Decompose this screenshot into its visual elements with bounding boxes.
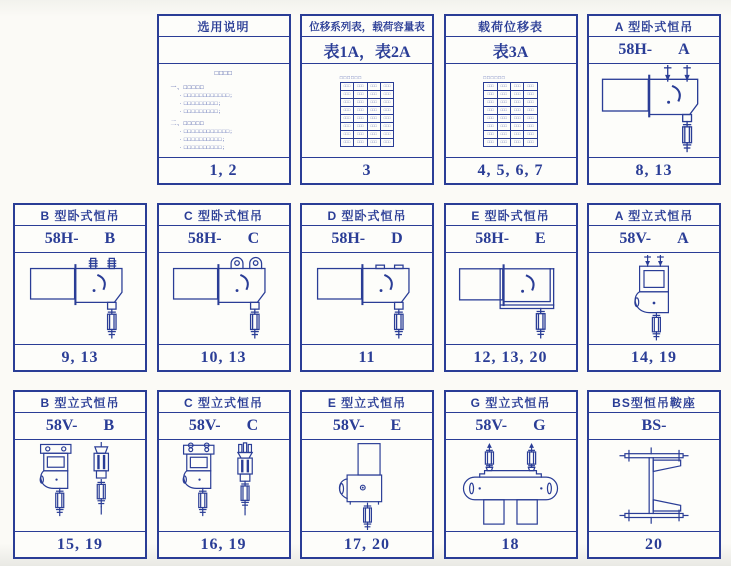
mini-table-1a-2a bbox=[340, 75, 394, 147]
code-suffix: E bbox=[390, 417, 402, 434]
mini-table-cell: □□□ bbox=[524, 90, 537, 98]
panel-pages: 9, 13 bbox=[15, 344, 145, 370]
mini-table-cell: □□□ bbox=[511, 82, 524, 90]
panel-title: A 型卧式恒吊 bbox=[589, 16, 719, 37]
mini-table-cell: □□□ bbox=[367, 82, 380, 90]
code-prefix: 58H- bbox=[331, 230, 366, 247]
mini-table-cell: □□□ bbox=[354, 106, 367, 114]
note-line: · □□□□□□□□□□； bbox=[179, 144, 229, 151]
mini-table-cell: □□□ bbox=[497, 82, 510, 90]
panel-title: A 型立式恒吊 bbox=[589, 205, 719, 226]
mini-table-cell: □□□ bbox=[380, 130, 393, 138]
mini-table-cell: □□□ bbox=[354, 122, 367, 130]
panel-58v-c bbox=[157, 390, 291, 559]
mini-table-cell: □□□ bbox=[354, 90, 367, 98]
mini-table-cell: □□□ bbox=[367, 114, 380, 122]
panel-pages: 12, 13, 20 bbox=[446, 344, 576, 370]
panel-displacement-capacity-tables bbox=[300, 14, 434, 185]
mini-table-cell: □□□ bbox=[511, 98, 524, 106]
panel-subtitle bbox=[446, 37, 576, 64]
panel-code bbox=[15, 226, 145, 253]
panel-code bbox=[159, 226, 289, 253]
panel-pages: 4, 5, 6, 7 bbox=[446, 157, 576, 183]
panel-content bbox=[589, 64, 719, 157]
panel-content bbox=[302, 440, 432, 531]
mini-table-caption: □□□□□□ bbox=[483, 74, 506, 80]
panel-pages: 11 bbox=[302, 344, 432, 370]
mini-table-cell: □□□ bbox=[524, 98, 537, 106]
code-suffix: C bbox=[247, 230, 260, 247]
mini-table-cell: □□□ bbox=[484, 82, 497, 90]
code-suffix: A bbox=[678, 41, 690, 58]
mini-table-cell: □□□ bbox=[497, 98, 510, 106]
panel-content bbox=[446, 64, 576, 157]
panel-58v-e bbox=[300, 390, 434, 559]
panel-title: C 型卧式恒吊 bbox=[159, 205, 289, 226]
panel-58h-d bbox=[300, 203, 434, 372]
panel-58h-c bbox=[157, 203, 291, 372]
panel-pages: 18 bbox=[446, 531, 576, 557]
mini-table-cell: □□□ bbox=[511, 114, 524, 122]
mini-table-cell: □□□ bbox=[484, 130, 497, 138]
panel-code bbox=[302, 226, 432, 253]
drawing-58h-a bbox=[599, 65, 710, 157]
panel-content bbox=[446, 440, 576, 531]
mini-table-cell: □□□ bbox=[380, 114, 393, 122]
panel-pages: 3 bbox=[302, 157, 432, 183]
panel-content bbox=[15, 440, 145, 531]
panel-bs-saddle bbox=[587, 390, 721, 559]
panel-58h-b bbox=[13, 203, 147, 372]
mini-table-cell: □□□ bbox=[340, 90, 353, 98]
panel-content bbox=[302, 64, 432, 157]
note-line: · □□□□□□□□□□； bbox=[179, 136, 229, 143]
mini-table-cell: □□□ bbox=[367, 90, 380, 98]
code-prefix: 58V- bbox=[475, 417, 508, 434]
panel-title: E 型卧式恒吊 bbox=[446, 205, 576, 226]
note-line: · □□□□□□□□□； bbox=[179, 100, 225, 107]
mini-table-cell: □□□ bbox=[367, 138, 380, 146]
drawing-58h-c bbox=[170, 255, 277, 343]
code-suffix: B bbox=[104, 230, 116, 247]
panel-code bbox=[589, 226, 719, 253]
panel-title: B 型立式恒吊 bbox=[15, 392, 145, 413]
panel-content bbox=[159, 253, 289, 344]
drawing-bs-saddle bbox=[612, 443, 696, 529]
panel-58v-a bbox=[587, 203, 721, 372]
mini-table-cell: □□□ bbox=[511, 90, 524, 98]
mini-table-cell: □□□ bbox=[380, 106, 393, 114]
mini-table-cell: □□□ bbox=[380, 90, 393, 98]
mini-table-cell: □□□ bbox=[497, 138, 510, 146]
code-prefix: 58H- bbox=[475, 230, 510, 247]
mini-table-cell: □□□ bbox=[484, 90, 497, 98]
panel-selection-notes bbox=[157, 14, 291, 185]
note-line: 一、□□□□□ bbox=[170, 84, 205, 91]
mini-table-cell: □□□ bbox=[524, 130, 537, 138]
panel-code bbox=[589, 37, 719, 64]
mini-table-cell: □□□ bbox=[367, 98, 380, 106]
mini-table-cell: □□□ bbox=[484, 138, 497, 146]
panel-subtitle bbox=[302, 37, 432, 64]
subtitle-text: 表1A，表2A bbox=[323, 43, 411, 61]
mini-table-caption: □□□□□□ bbox=[339, 74, 363, 80]
code-suffix: E bbox=[535, 230, 546, 247]
drawing-58v-c bbox=[174, 442, 273, 530]
mini-table-cell: □□□ bbox=[367, 130, 380, 138]
blank-area bbox=[13, 14, 147, 185]
panel-58h-a bbox=[587, 14, 721, 185]
panel-code bbox=[302, 413, 432, 440]
code-prefix: 58V- bbox=[332, 417, 365, 434]
panel-title: BS型恒吊鞍座 bbox=[589, 392, 719, 413]
note-line: · □□□□□□□□□； bbox=[179, 108, 225, 115]
mini-table-cell: □□□ bbox=[511, 138, 524, 146]
mini-table-cell: □□□ bbox=[484, 122, 497, 130]
mini-table-cell: □□□ bbox=[354, 130, 367, 138]
panel-title: C 型立式恒吊 bbox=[159, 392, 289, 413]
mini-table-cell: □□□ bbox=[524, 82, 537, 90]
panel-pages: 20 bbox=[589, 531, 719, 557]
panel-code bbox=[589, 413, 719, 440]
drawing-58v-g bbox=[457, 443, 564, 529]
panel-58v-g bbox=[444, 390, 578, 559]
mini-table-cell: □□□ bbox=[497, 114, 510, 122]
panel-pages: 17, 20 bbox=[302, 531, 432, 557]
mini-table-cell: □□□ bbox=[354, 114, 367, 122]
mini-table-cell: □□□ bbox=[367, 122, 380, 130]
mini-table-cell: □□□ bbox=[367, 106, 380, 114]
panel-title: B 型卧式恒吊 bbox=[15, 205, 145, 226]
drawing-58h-b bbox=[27, 255, 134, 343]
drawing-58v-b bbox=[31, 442, 130, 530]
mini-table-3a bbox=[483, 75, 537, 147]
mini-table-cell: □□□ bbox=[340, 138, 353, 146]
mini-table-cell: □□□ bbox=[354, 138, 367, 146]
mini-table-cell: □□□ bbox=[354, 98, 367, 106]
mini-table-cell: □□□ bbox=[380, 82, 393, 90]
mini-table-cell: □□□ bbox=[354, 82, 367, 90]
panel-pages: 1, 2 bbox=[159, 157, 289, 183]
panel-code bbox=[15, 413, 145, 440]
mini-table-cell: □□□ bbox=[511, 122, 524, 130]
code-prefix: 58V- bbox=[619, 230, 652, 247]
note-line: □□□□ bbox=[214, 69, 233, 77]
panel-subtitle bbox=[159, 37, 289, 64]
panel-load-displacement-table bbox=[444, 14, 578, 185]
panel-code bbox=[446, 226, 576, 253]
code-suffix: D bbox=[391, 230, 403, 247]
panel-content bbox=[159, 64, 289, 157]
mini-table-cell: □□□ bbox=[524, 122, 537, 130]
drawing-58v-a bbox=[606, 255, 702, 343]
mini-table-cell: □□□ bbox=[340, 122, 353, 130]
mini-table-cell: □□□ bbox=[511, 106, 524, 114]
panel-pages: 8, 13 bbox=[589, 157, 719, 183]
panel-content bbox=[446, 253, 576, 344]
panel-code bbox=[159, 413, 289, 440]
code-prefix: 58H- bbox=[187, 230, 222, 247]
panel-content bbox=[159, 440, 289, 531]
code-prefix: 58V- bbox=[45, 417, 78, 434]
panel-pages: 15, 19 bbox=[15, 531, 145, 557]
panel-pages: 10, 13 bbox=[159, 344, 289, 370]
mini-table-cell: □□□ bbox=[524, 114, 537, 122]
code-suffix: B bbox=[103, 417, 115, 434]
mini-table-cell: □□□ bbox=[497, 90, 510, 98]
mini-table-cell: □□□ bbox=[380, 122, 393, 130]
panel-58h-e bbox=[444, 203, 578, 372]
panel-content bbox=[589, 440, 719, 531]
mini-table bbox=[340, 82, 394, 147]
panel-title: G 型立式恒吊 bbox=[446, 392, 576, 413]
mini-table-cell: □□□ bbox=[340, 82, 353, 90]
panel-content bbox=[302, 253, 432, 344]
mini-table-cell: □□□ bbox=[497, 130, 510, 138]
mini-table-cell: □□□ bbox=[340, 106, 353, 114]
code-prefix: 58H- bbox=[618, 41, 653, 58]
mini-table-cell: □□□ bbox=[380, 138, 393, 146]
panel-pages: 16, 19 bbox=[159, 531, 289, 557]
mini-table-cell: □□□ bbox=[524, 106, 537, 114]
mini-table-cell: □□□ bbox=[484, 106, 497, 114]
panel-title: E 型立式恒吊 bbox=[302, 392, 432, 413]
mini-table-cell: □□□ bbox=[340, 114, 353, 122]
panel-code bbox=[446, 413, 576, 440]
panel-title: D 型卧式恒吊 bbox=[302, 205, 432, 226]
code-prefix: 58H- bbox=[44, 230, 79, 247]
mini-table-cell: □□□ bbox=[340, 98, 353, 106]
mini-table-cell: □□□ bbox=[484, 98, 497, 106]
mini-table-cell: □□□ bbox=[380, 98, 393, 106]
drawing-58v-e bbox=[322, 442, 413, 530]
drawing-58h-e bbox=[456, 255, 565, 343]
panel-title: 选用说明 bbox=[159, 16, 289, 37]
mini-table-cell: □□□ bbox=[511, 130, 524, 138]
code-suffix: G bbox=[533, 417, 546, 434]
mini-table-cell: □□□ bbox=[497, 106, 510, 114]
mini-table-cell: □□□ bbox=[497, 122, 510, 130]
note-line: · □□□□□□□□□□□□； bbox=[179, 128, 236, 135]
panel-content bbox=[15, 253, 145, 344]
mini-table-cell: □□□ bbox=[524, 138, 537, 146]
subtitle-text: 表3A bbox=[492, 43, 529, 61]
panel-content bbox=[589, 253, 719, 344]
code-suffix: C bbox=[246, 417, 259, 434]
mini-table-cell: □□□ bbox=[340, 130, 353, 138]
note-line: 二、□□□□□ bbox=[170, 120, 205, 127]
note-line: · □□□□□□□□□□□□； bbox=[179, 92, 236, 99]
code-suffix: A bbox=[677, 230, 689, 247]
code-prefix: 58V- bbox=[188, 417, 221, 434]
panel-title: 载荷位移表 bbox=[446, 16, 576, 37]
code-prefix: BS- bbox=[641, 417, 667, 434]
mini-table bbox=[483, 82, 537, 147]
notes-text-block bbox=[171, 70, 277, 152]
panel-title: 位移系列表，载荷容量表 bbox=[302, 16, 432, 37]
mini-table-cell: □□□ bbox=[484, 114, 497, 122]
drawing-58h-d bbox=[314, 255, 421, 343]
panel-pages: 14, 19 bbox=[589, 344, 719, 370]
panel-58v-b bbox=[13, 390, 147, 559]
